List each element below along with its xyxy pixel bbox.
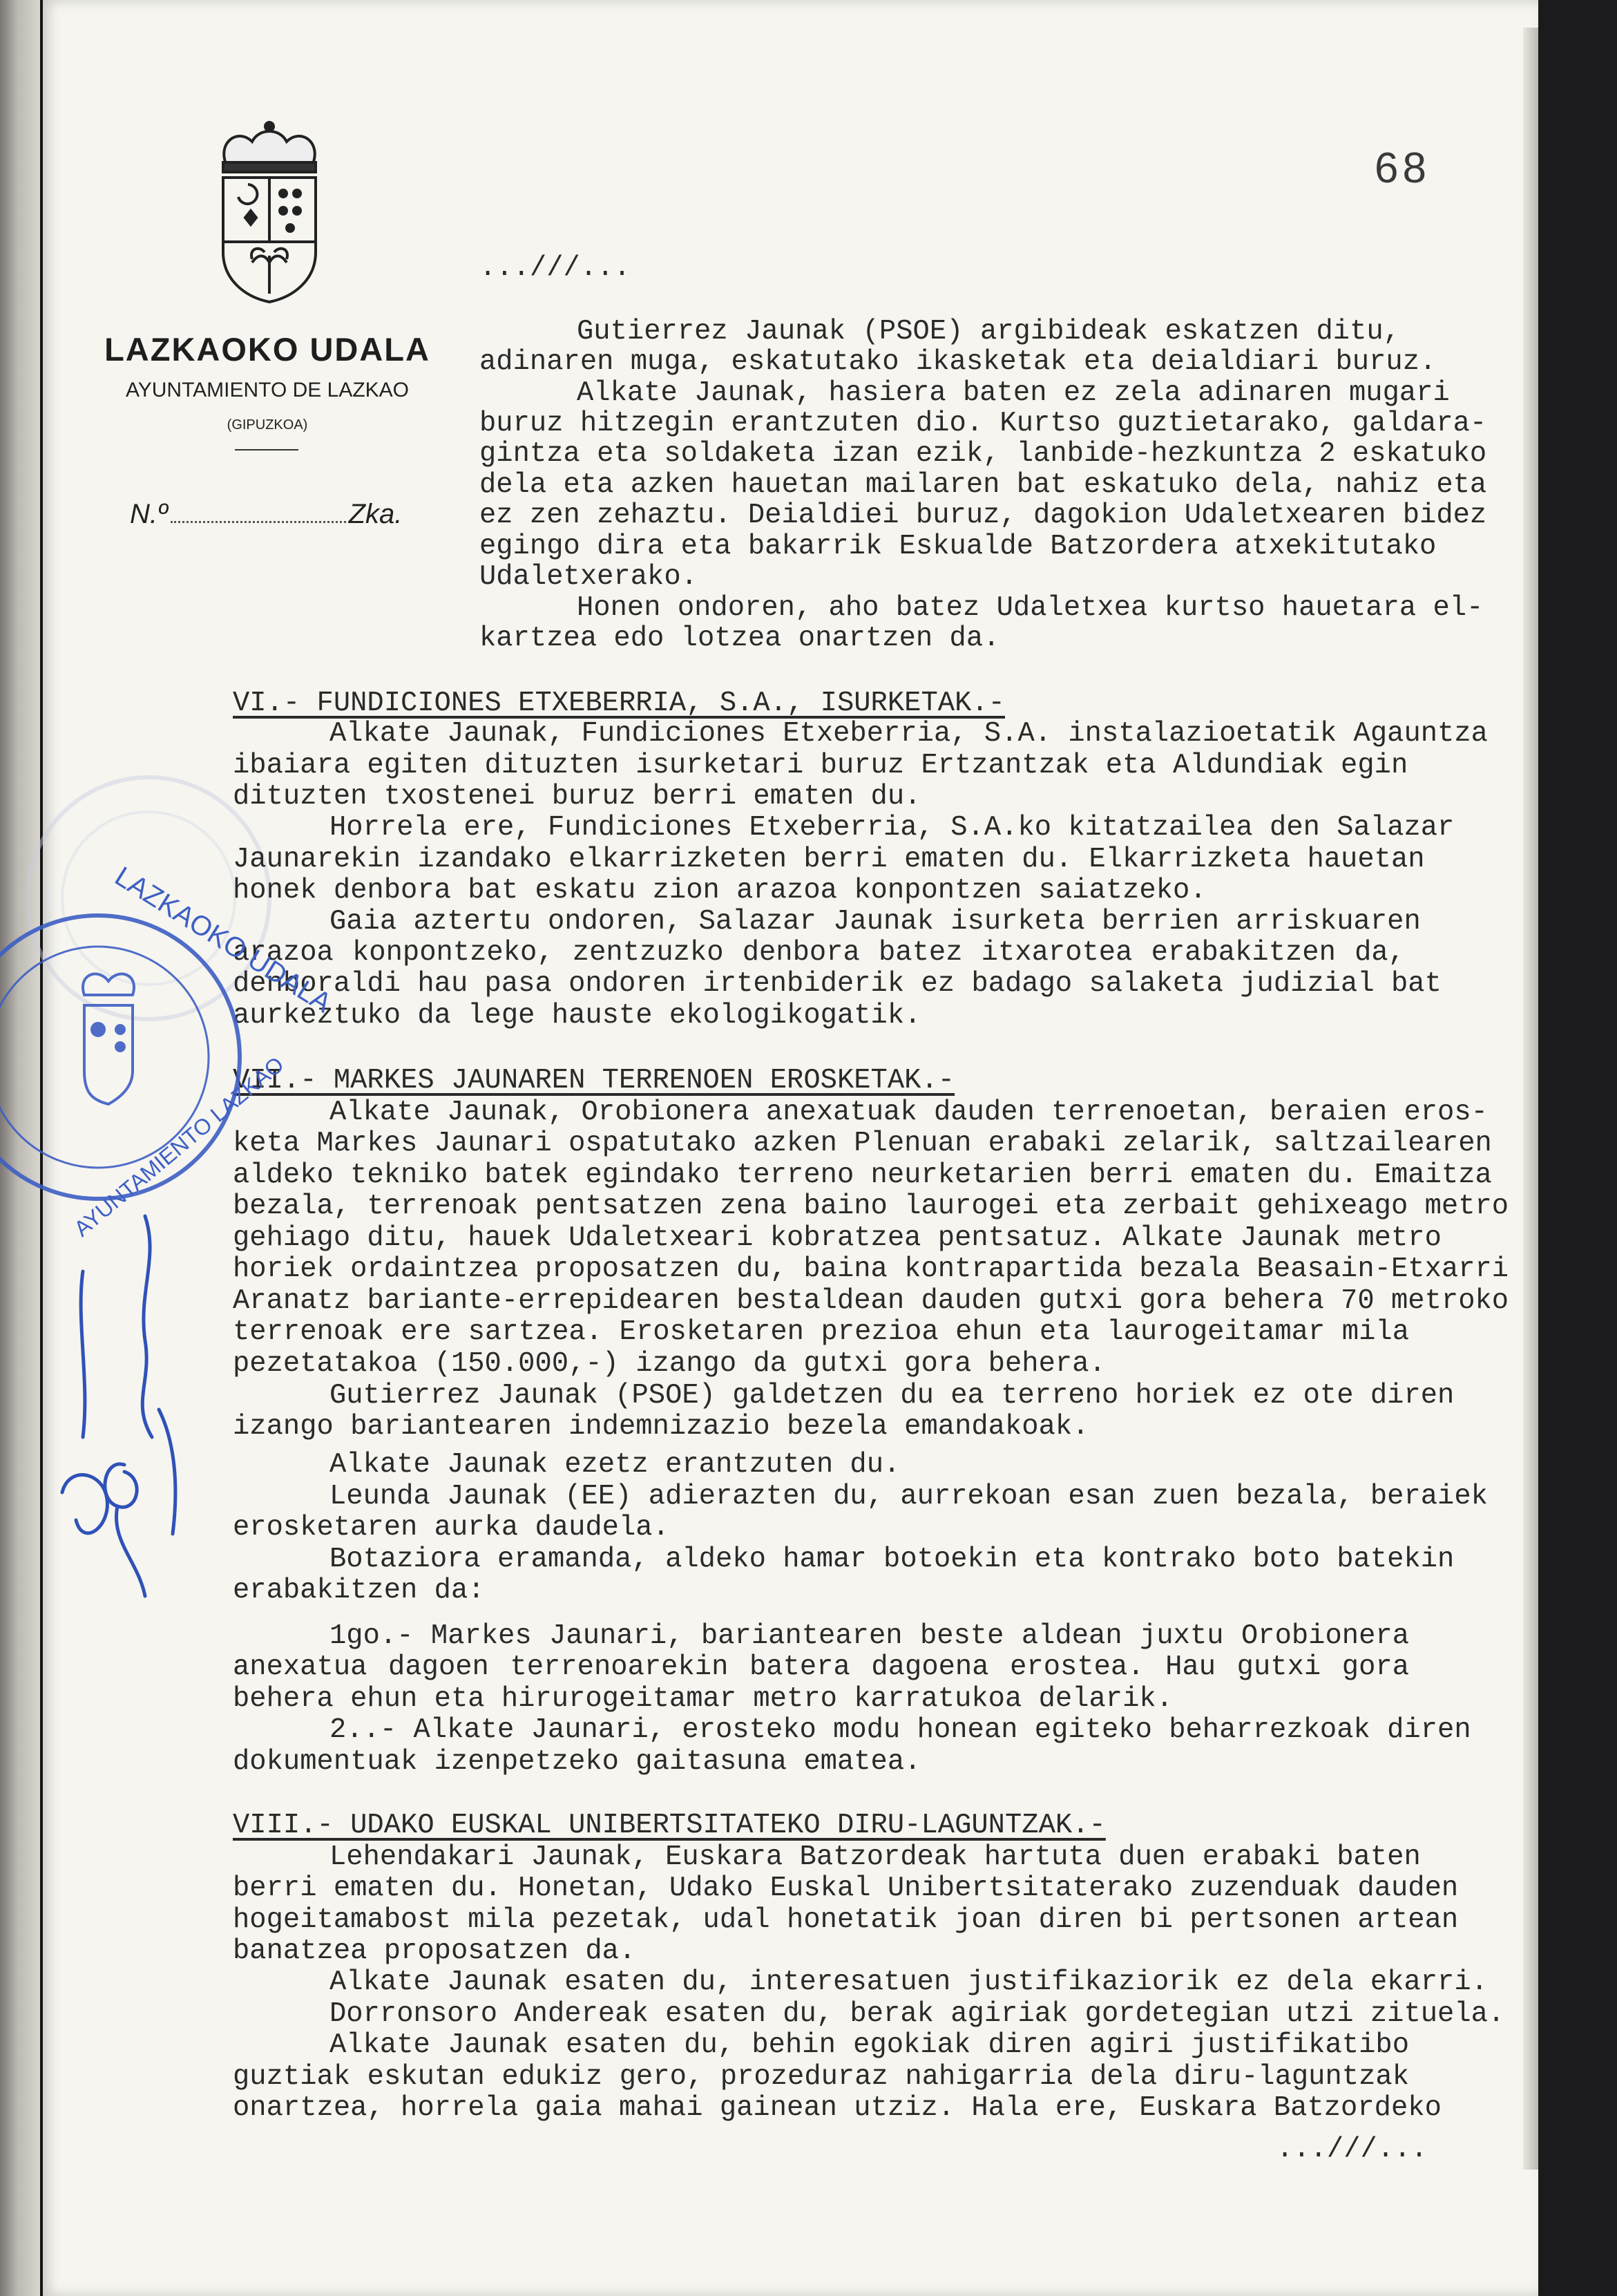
continuation-bottom: ...///... bbox=[1276, 2134, 1428, 2165]
text-line: Alkate Jaunak, Fundiciones Etxeberria, S.A. instalazioetatik Agauntza bbox=[329, 718, 1488, 750]
text-line: buruz hitzegin erantzuten dio. Kurtso guztietarako, galdara- bbox=[479, 408, 1487, 439]
text-line: banatzea proposatzen da. bbox=[233, 1935, 636, 1967]
section-heading: VII.- MARKES JAUNAREN TERRENOEN EROSKETAK.- bbox=[233, 1065, 955, 1097]
text-line: guztiak eskutan edukiz gero, prozeduraz nahigarria dela diru-laguntzak bbox=[233, 2061, 1409, 2093]
section-heading: VI.- FUNDICIONES ETXEBERRIA, S.A., ISURKETAK.- bbox=[233, 687, 1005, 719]
text-line: terrenoak ere sartzea. Erosketaren prezioa ehun eta laurogeitamar mila bbox=[233, 1316, 1409, 1348]
text-line: behera ehun eta hirurogeitamar metro karratukoa delarik. bbox=[233, 1683, 1174, 1715]
text-line: adinaren muga, eskatutako ikasketak eta deialdiari buruz. bbox=[479, 346, 1437, 378]
dotted-line bbox=[171, 521, 346, 523]
stamp-text-bottom: AYUNTAMIENTO LAZKAO bbox=[69, 1052, 289, 1242]
text-line: Alkate Jaunak ezetz erantzuten du. bbox=[329, 1449, 901, 1481]
text-line: bezala, terrenoak pentsatzen zena baino laurogei eta zerbait gehixeago metro bbox=[233, 1190, 1509, 1222]
text-line: hogeitamabost mila pezetak, udal honetatik joan diren bi pertsonen artean bbox=[233, 1904, 1459, 1936]
text-line: dituzten txostenei buruz berri ematen du. bbox=[233, 781, 921, 813]
text-line: anexatua dagoen terrenoarekin batera dagoena erostea. Hau gutxi gora bbox=[233, 1651, 1409, 1683]
text-line: keta Markes Jaunari ospatutako azken Plenuan erabaki zelarik, saltzailearen bbox=[233, 1128, 1492, 1159]
zka-label: Zka. bbox=[348, 499, 403, 529]
text-line: erosketaren aurka daudela. bbox=[233, 1512, 669, 1544]
text-line: arazoa konpontzeko, zentzuzko denbora batez itxarotea erabakitzen da, bbox=[233, 937, 1405, 969]
text-line: denboraldi hau pasa ondoren irtenbiderik ez badago salaketa judizial bat bbox=[233, 968, 1442, 1000]
text-line: Jaunarekin izandako elkarrizketen berri ematen du. Elkarrizketa hauetan bbox=[233, 844, 1425, 875]
text-line: egingo dira eta bakarrik Eskualde Batzordera atxekitutako bbox=[479, 531, 1437, 562]
text-line: aurkeztuko da lege hauste ekologikogatik. bbox=[233, 1000, 921, 1032]
page-number: 68 bbox=[1375, 144, 1431, 192]
handwritten-signature bbox=[41, 1175, 200, 1603]
text-line: horiek ordaintzea proposatzen du, baina kontrapartida bezala Beasain-Etxarri bbox=[233, 1253, 1509, 1285]
text-line: gintza eta soldaketa izan ezik, lanbide-hezkuntza 2 eskatuko bbox=[479, 438, 1487, 470]
text-line: kartzea edo lotzea onartzen da. bbox=[479, 623, 1000, 654]
text-line: dokumentuak izenpetzeko gaitasuna ematea. bbox=[233, 1746, 921, 1778]
stamp-text-top: LAZKAOKO UDALA bbox=[109, 861, 337, 1019]
coat-of-arms-icon bbox=[211, 121, 328, 318]
text-line: Aranatz bariante-errepidearen bestaldean dauden gutxi gora behera 70 metroko bbox=[233, 1285, 1509, 1317]
text-line: Gutierrez Jaunak (PSOE) argibideak eskatzen ditu, bbox=[577, 316, 1400, 348]
number-label: N.º bbox=[130, 499, 168, 529]
text-line: Alkate Jaunak esaten du, interesatuen justifikaziorik ez dela ekarri. bbox=[329, 1966, 1488, 1998]
text-line: 2..- Alkate Jaunari, erosteko modu honean egiteko beharrezkoak diren bbox=[329, 1714, 1471, 1746]
text-line: ibaiara egiten dituzten isurketari buruz Ertzantzak eta Aldundiak egin bbox=[233, 750, 1408, 781]
section-heading: VIII.- UDAKO EUSKAL UNIBERTSITATEKO DIRU-LAGUNTZAK.- bbox=[233, 1810, 1106, 1841]
text-line: pezetatakoa (150.000,-) izango da gutxi gora behera. bbox=[233, 1348, 1106, 1380]
text-line: Gaia aztertu ondoren, Salazar Jaunak isurketa berrien arriskuaren bbox=[329, 906, 1421, 938]
text-line: Dorronsoro Andereak esaten du, berak agiriak gordetegian utzi zituela. bbox=[329, 1998, 1505, 2030]
text-line: honek denbora bat eskatu zion arazoa konpontzen saiatzeko. bbox=[233, 875, 1207, 907]
text-line: Alkate Jaunak esaten du, behin egokiak diren agiri justifikatibo bbox=[329, 2029, 1409, 2061]
text-line: Alkate Jaunak, hasiera baten ez zela adinaren mugari bbox=[577, 377, 1450, 409]
text-line: Botaziora eramanda, aldeko hamar botoekin eta kontrako boto batekin bbox=[329, 1544, 1455, 1575]
text-line: Alkate Jaunak, Orobionera anexatuak dauden terrenoetan, beraien eros- bbox=[329, 1097, 1488, 1128]
text-line: 1go.- Markes Jaunari, bariantearen beste aldean juxtu Orobionera bbox=[329, 1620, 1409, 1652]
organization-subtitle: AYUNTAMIENTO DE LAZKAO bbox=[125, 379, 410, 401]
text-line: erabakitzen da: bbox=[233, 1575, 485, 1606]
text-line: Lehendakari Jaunak, Euskara Batzordeak hartuta duen erabaki baten bbox=[329, 1841, 1421, 1873]
text-line: Gutierrez Jaunak (PSOE) galdetzen du ea terreno horiek ez ote diren bbox=[329, 1380, 1455, 1412]
text-line: dela eta azken hauetan mailaren bat eskatuko dela, nahiz eta bbox=[479, 469, 1487, 501]
text-line: berri ematen du. Honetan, Udako Euskal Unibertsitaterako zuzenduak dauden bbox=[233, 1872, 1459, 1904]
text-line: Honen ondoren, aho batez Udaletxea kurtso hauetara el- bbox=[577, 592, 1484, 624]
province-label: (GIPUZKOA) bbox=[227, 417, 308, 433]
text-line: Leunda Jaunak (EE) adierazten du, aurrekoan esan zuen bezala, beraiek bbox=[329, 1481, 1488, 1512]
header-divider bbox=[235, 449, 298, 450]
text-line: ez zen zehaztu. Deialdiei buruz, dagokion Udaletxearen bidez bbox=[479, 500, 1487, 531]
continuation-top: ...///... bbox=[479, 252, 631, 284]
text-line: Horrela ere, Fundiciones Etxeberria, S.A.ko kitatzailea den Salazar bbox=[329, 812, 1455, 844]
text-line: izango bariantearen indemnizazio bezela emandakoak. bbox=[233, 1411, 1089, 1443]
text-line: onartzea, horrela gaia mahai gainean utziz. Hala ere, Euskara Batzordeko bbox=[233, 2092, 1442, 2124]
text-line: aldeko tekniko batek egindako terreno neurketarien berri ematen du. Emaitza bbox=[233, 1159, 1492, 1191]
text-line: Udaletxerako. bbox=[479, 561, 698, 593]
organization-name: LAZKAOKO UDALA bbox=[104, 331, 430, 368]
reference-number-field bbox=[130, 499, 402, 530]
text-line: gehiago ditu, hauek Udaletxeari kobratzea pentsatuz. Alkate Jaunak metro bbox=[233, 1222, 1442, 1254]
